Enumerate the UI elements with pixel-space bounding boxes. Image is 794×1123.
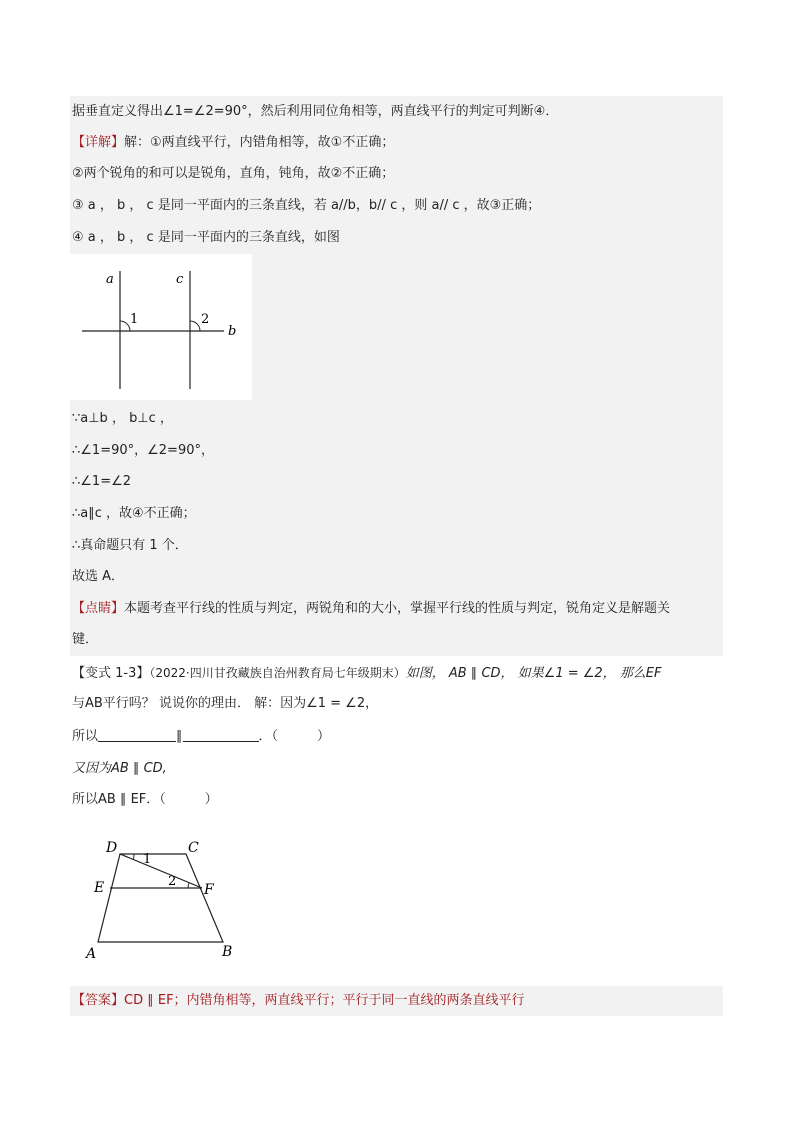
variant-question-1: 如图， AB ∥ CD， 如果∠1 = ∠2， 那么EF [405,666,662,681]
proof-line-3: ∴∠1=∠2 [72,474,132,489]
comment-line-2: 键． [72,632,99,647]
angle-arc-1 [120,321,130,331]
label-c: c [176,272,184,287]
analysis-tail: 据垂直定义得出∠1=∠2=90°，然后利用同位角相等，两直线平行的判定可判断④． [72,104,559,119]
label-angle-2: 2 [168,874,177,889]
proof-line-6: 故选 A． [72,569,125,584]
angle-arc-2 [190,321,200,331]
variant-line-4: 又因为AB ∥ CD, [72,761,167,776]
variant-line-5: 所以AB ∥ EF．（ ） [72,792,218,807]
label-b: b [228,324,237,339]
variant-line-1 [72,663,662,684]
proof-line-4: ∴a∥c ，故④不正确； [72,506,196,521]
angle-arc-2 [188,883,189,888]
detail-line-2: ②两个锐角的和可以是锐角，直角，钝角，故②不正确； [72,166,395,181]
proof-line-5: ∴真命题只有 1 个． [72,538,188,553]
parallel-symbol: ∥ [176,729,183,744]
blank-2[interactable] [183,727,259,742]
reason-paren-1: ．（ ） [258,729,331,744]
comment-text-1: 本题考查平行线的性质与判定，两锐角和的大小，掌握平行线的性质与判定，锐角定义是解题关 [124,601,671,616]
answer-tag: 【答案】 [72,993,125,1008]
answer-line [72,991,525,1011]
figure-perpendicular-lines [72,257,252,399]
variant-source: （2022·四川甘孜藏族自治州教育局七年级期末） [149,666,406,680]
label-angle-1: 1 [143,852,152,867]
label-B: B [222,944,233,960]
angle-arc-1 [133,854,134,860]
blank-1[interactable] [98,727,176,742]
label-D: D [106,840,118,856]
label-angle-1: 1 [130,312,139,327]
solution-shade-beside-figure [252,254,723,400]
figure2-svg [80,832,250,964]
label-a: a [106,272,114,287]
segment-DF [120,854,202,888]
detail-text-1: 解：①两直线平行，内错角相等，故①不正确； [124,135,395,150]
detail-line-4: ④ a ， b ， c 是同一平面内的三条直线，如图 [72,230,340,245]
detail-tag: 【详解】 [72,135,125,150]
proof-line-2: ∴∠1=90°，∠2=90°， [72,443,214,458]
variant-line-2: 与AB平行吗？ 说说你的理由． 解：因为∠1 = ∠2， [72,696,379,711]
label-A: A [86,946,97,962]
comment-line-1 [72,599,670,619]
variant-line-3 [72,727,330,747]
label-F: F [204,882,214,898]
detail-line-1 [72,133,394,153]
answer-text: CD ∥ EF；内错角相等，两直线平行；平行于同一直线的两条直线平行 [124,993,525,1008]
trapezoid-ABCD [98,854,223,942]
so-text: 所以 [72,729,99,744]
detail-line-3: ③ a ， b ， c 是同一平面内的三条直线，若 a//b，b// c ，则 a// c ，故③正确； [72,198,541,213]
figure1-svg [72,257,252,399]
comment-tag: 【点睛】 [72,601,125,616]
proof-line-1: ∵a⊥b ， b⊥c ， [72,411,173,426]
label-angle-2: 2 [201,312,210,327]
label-E: E [94,880,105,896]
figure-trapezoid [80,832,250,964]
label-C: C [188,840,199,856]
variant-label: 【变式 1-3】 [72,666,150,681]
